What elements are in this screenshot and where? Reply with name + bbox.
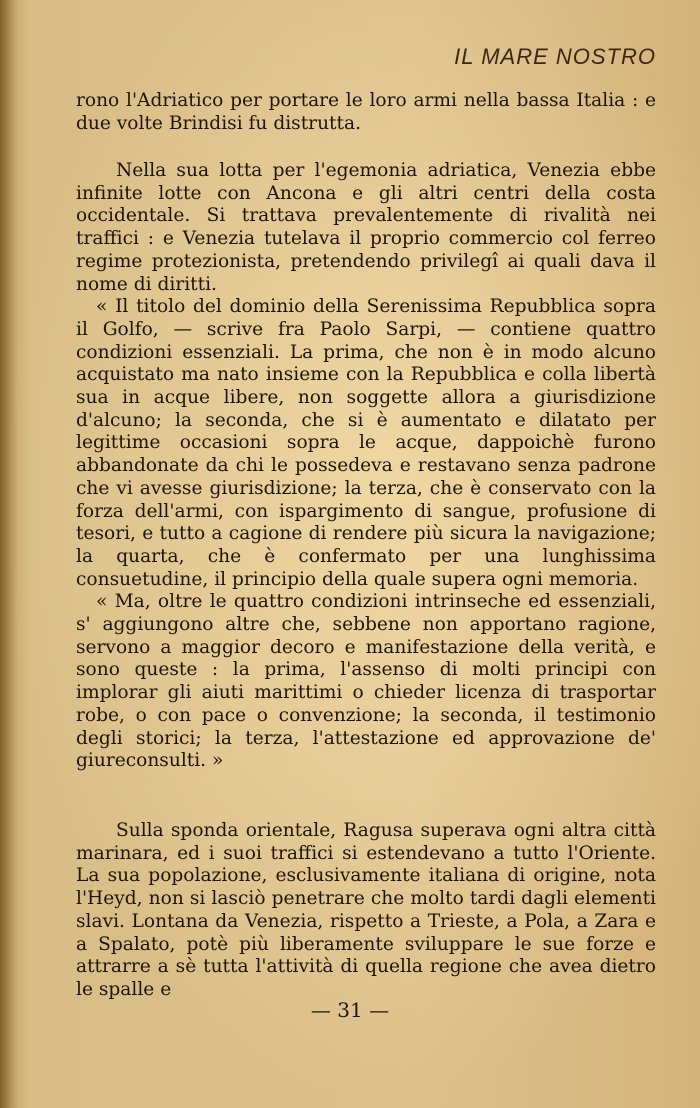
paragraph-ragusa: Sulla sponda orientale, Ragusa superava ogni altra città marinara, ed i suoi traffici si estendevano a tutto l'Oriente. La sua popolazione, esclusivamente italiana di origine, nota l'Heyd, non si lasciò penetrare che molto tardi dagli elementi slavi. Lontana da Venezia, rispetto a Trieste, a Pola, a Zara e a Spalato, potè più liberamente sviluppare le sue forze e attrarre a sè tutta l'attività di quella regione che avea dietro le spalle e <box>76 820 656 1000</box>
spine-shadow <box>0 0 18 1108</box>
text-block-venezia <box>76 160 656 773</box>
text-block-ragusa <box>76 820 656 1002</box>
running-head: IL MARE NOSTRO <box>454 44 656 69</box>
page-number: — 31 — <box>310 998 390 1022</box>
text-block-top <box>76 90 656 135</box>
paragraph-continuation: rono l'Adriatico per portare le loro armi nella bassa Italia : e due volte Brindisi fu distrutta. <box>76 90 656 134</box>
paragraph-sarpi-quote-1: « Il titolo del dominio della Serenissima Repubblica sopra il Golfo, — scrive fra Paolo Sarpi, — contiene quattro condizioni essenziali. La prima, che non è in modo alcuno acquistato ma nato insieme con la Repubblica e colla libertà sua in acque libere, non soggette allora a giurisdizione d'alcuno; la seconda, che si è aumentato e dilatato per legittime occasioni sopra le acque, dappoichè furono abbandonate da chi le possedeva e restavano senza padrone che vi avesse giurisdizione; la terza, che è conservato con la forza dell'armi, con ispargimento di sangue, profusione di tesori, e tutto a cagione di rendere più sicura la navigazione; la quarta, che è confermato per una lunghissima consuetudine, il principio della quale supera ogni memoria. <box>76 296 656 590</box>
paragraph-venezia: Nella sua lotta per l'egemonia adriatica, Venezia ebbe infinite lotte con Ancona e gli altri centri della costa occidentale. Si trattava prevalentemente di rivalità nei traffici : e Venezia tutelava il proprio commercio col ferreo regime protezionista, pretendendo privilegî ai quali dava il nome di diritti. <box>76 160 656 295</box>
paragraph-sarpi-quote-2: « Ma, oltre le quattro condizioni intrinseche ed essenziali, s' aggiungono altre che, sebbene non apportano ragione, servono a maggior decoro e manifestazione della verità, e sono queste : la prima, l'assenso di molti principi con implorar gli aiuti marittimi o chieder licenza di trasportar robe, o con pace o convenzione; la seconda, il testimonio degli storici; la terza, l'attestazione ed approvazione de' giureconsulti. » <box>76 591 656 772</box>
